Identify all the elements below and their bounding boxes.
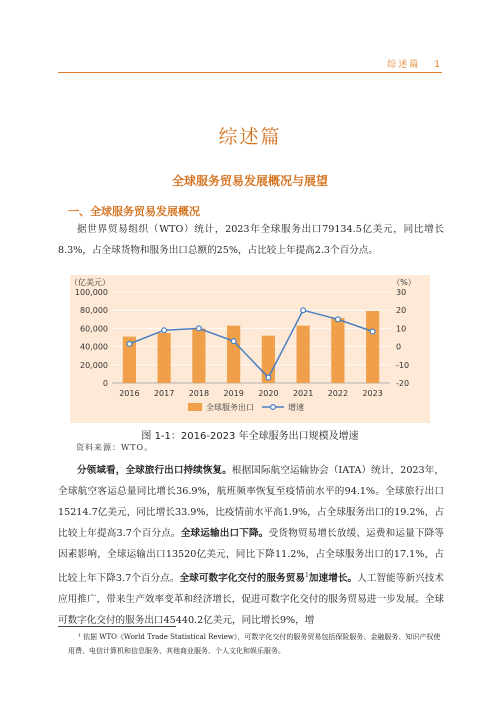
right-axis-unit: （%） (392, 278, 416, 287)
figure-caption: 图 1-1：2016-2023 年全球服务出口规模及增速 (141, 431, 359, 442)
growth-point (127, 341, 132, 346)
x-tick-label: 2018 (188, 389, 210, 398)
x-tick-label: 2020 (258, 389, 279, 398)
body-paragraph (58, 460, 444, 631)
chapter-subtitle: 全球服务贸易发展概况与展望 (171, 174, 328, 188)
highlight-digital: 全球可数字化交付的服务贸易 (179, 573, 306, 585)
x-tick-label: 2021 (292, 389, 314, 398)
right-tick-label: 30 (396, 288, 407, 297)
bar (366, 311, 379, 383)
bar (158, 333, 171, 383)
text-digital: 人工智能等新兴技术应用推广，带来生产效率变革和经济增长，促进可数字化交付的服务贸易进一步发展。全球可数字化交付的服务出口45440.2亿美元，同比增长9%，增 (58, 573, 445, 627)
left-tick-label: 40,000 (80, 342, 108, 352)
x-tick-label: 2022 (327, 389, 349, 398)
highlight-digital-end: 加速增长。 (308, 573, 358, 585)
legend-line-marker (271, 405, 276, 410)
right-tick-label: -10 (396, 360, 410, 370)
footnote: ¹ 依据 WTO《World Trade Statistical Review》，可数字化交付的服务贸易包括保险服务、金融服务、知识产权使用费、电信计算机和信息服务、其他商业服务、个人文化和娱乐服务。 (68, 633, 441, 655)
highlight-transport: 全球运输出口下降。 (180, 528, 269, 539)
footnote-rule (58, 626, 176, 627)
bar (297, 326, 310, 383)
legend-bar-label: 全球服务出口 (206, 403, 254, 412)
text-travel: 根据国际航空运输协会（IATA）统计，2023年，全球航空客运总量同比增长36.9%，航班频率恢复至疫情前水平的94.1%。全球旅行出口15214.7亿美元，同比增长33.9%，比疫情前水平高1.9%，占全球服务出口的19.2%，占比较上年提高3.7个百分点。 (58, 465, 444, 539)
bar (192, 328, 205, 383)
left-axis-unit: （亿美元） (70, 278, 110, 287)
page-number: 1 (434, 60, 442, 70)
bar (331, 318, 344, 383)
growth-point (231, 339, 236, 344)
intro-paragraph: 据世界贸易组织（WTO）统计，2023年全球服务出口79134.5亿美元，同比增长8.3%，占全球货物和服务出口总额的25%，占比较上年提高2.3个百分点。 (58, 224, 444, 256)
x-tick-label: 2019 (223, 389, 244, 398)
legend-line-label: 增速 (288, 403, 304, 412)
growth-point (301, 308, 306, 313)
right-tick-label: 0 (396, 342, 402, 352)
chapter-title: 综述篇 (218, 126, 282, 148)
header-section: 综述篇 (387, 60, 421, 70)
growth-point (266, 375, 271, 380)
left-tick-label: 20,000 (80, 360, 108, 370)
header-rule (58, 72, 442, 73)
section-heading: 一、全球服务贸易发展概况 (68, 205, 200, 218)
x-tick-label: 2017 (153, 389, 175, 398)
left-tick-label: 80,000 (80, 306, 108, 316)
left-tick-label: 60,000 (80, 324, 108, 334)
right-tick-label: 10 (396, 324, 407, 334)
right-tick-label: -20 (396, 379, 410, 388)
text-transport: 受货物贸易增长放缓、运费和运量下降等因素影响，全球运输出口13520亿美元，同比下降11.2%，占全球服务出口的17.1%，占比较上年下降3.7个百分点。 (58, 528, 445, 585)
growth-point (370, 329, 375, 334)
figure-source: 资料来源：WTO。 (76, 443, 154, 452)
growth-point (196, 326, 201, 331)
footnote-ref: 1 (305, 572, 309, 579)
x-tick-label: 2023 (362, 389, 383, 398)
highlight-travel: 分领域看，全球旅行出口持续恢复。 (77, 465, 232, 476)
right-tick-label: 20 (396, 306, 407, 316)
left-tick-label: 0 (102, 379, 108, 388)
left-tick-label: 100,000 (74, 288, 108, 297)
export-chart (70, 275, 430, 423)
x-tick-label: 2016 (119, 389, 140, 398)
legend-bar-swatch (188, 403, 202, 411)
growth-point (162, 328, 167, 333)
running-header (387, 57, 442, 70)
bar (227, 326, 240, 383)
growth-point (335, 317, 340, 322)
